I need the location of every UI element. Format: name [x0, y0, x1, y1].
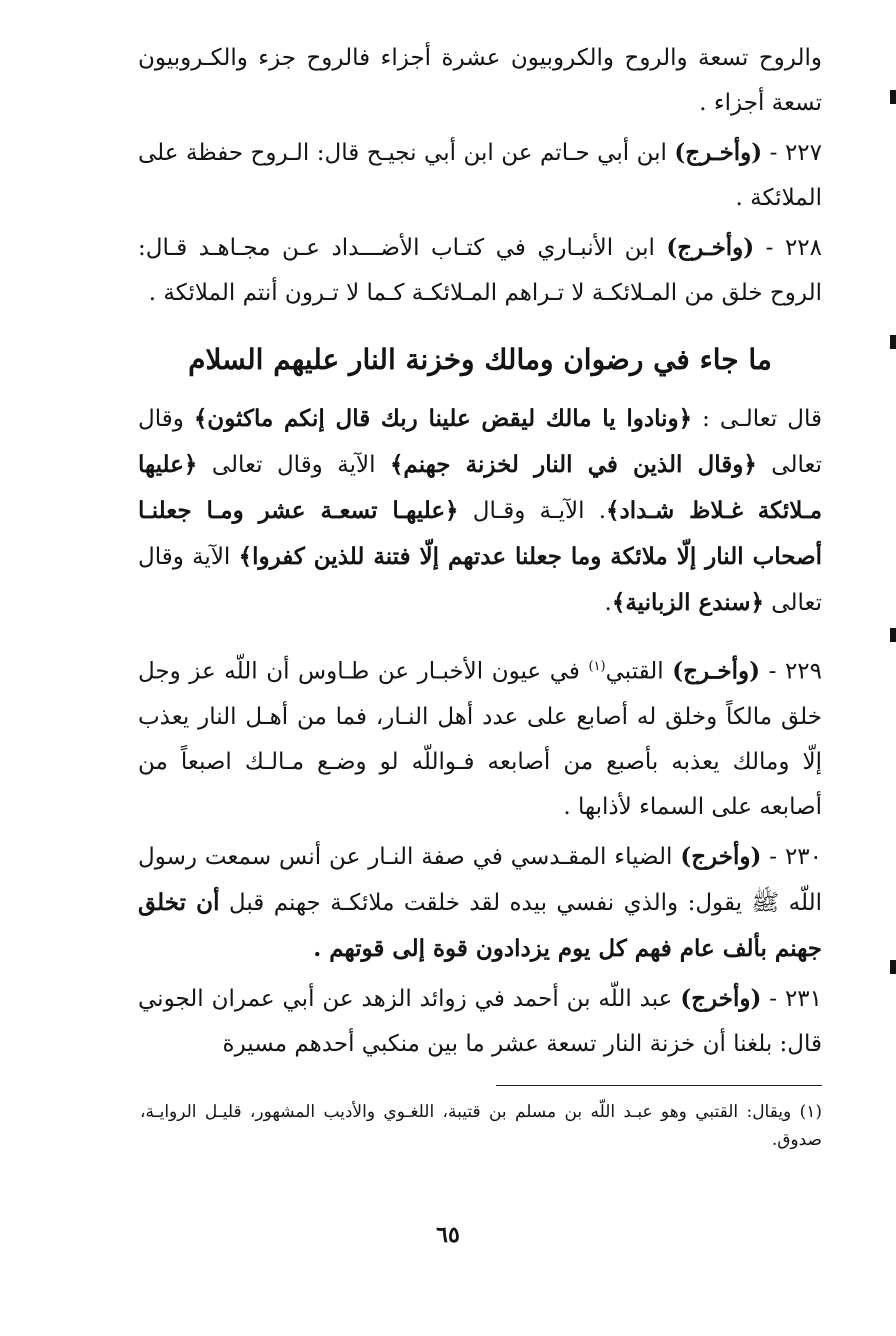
quran-verse: ﴿سندع الزبانية﴾: [611, 589, 764, 616]
item-name: القتبي: [605, 658, 664, 685]
item-number: ٢٢٨ -: [765, 235, 822, 261]
item-227: [138, 130, 822, 221]
quran-verse: ﴿عليها مـلائكة غـلاظ شـداد﴾: [138, 451, 823, 524]
page-body: [138, 36, 822, 1067]
plain-text: .: [604, 590, 612, 616]
footnote-divider: [496, 1085, 822, 1086]
item-label: (وأخـرج): [672, 657, 761, 685]
item-text: ابن الأنبـاري في كتـاب الأضـــداد عـن مجـاهـد قـال: الروح خلق من المـلائكـة لا تـراهم المـلائكـة كـما لا تـرون أنتم الملائكة .: [138, 235, 822, 306]
quran-verse: ﴿ونادوا يا مالك ليقض علينا ربك قال إنكم ماكثون﴾: [193, 405, 693, 432]
edge-mark: [890, 960, 896, 974]
item-number: ٢٣٠ -: [769, 843, 823, 870]
plain-text: الآية وقال تعالى: [138, 544, 822, 616]
footnote: (١) ويقال: القتبي وهو عبـد اللّه بن مسلم بن قتيبة، اللغـوي والأديب المشهور، قليـل الروايـة، صدوق.: [140, 1102, 822, 1150]
plain-text: قال تعالـى :: [692, 406, 822, 432]
edge-mark: [890, 628, 896, 642]
item-229: [138, 644, 822, 830]
item-label: (وأخـرج): [674, 139, 763, 166]
item-number: ٢٣١ -: [769, 985, 823, 1012]
top-paragraph: والروح تسعة والروح والكروبيون عشرة أجزاء فالروح جزء والكـروبيون تسعة أجزاء .: [138, 45, 822, 116]
item-label: (وأخرج): [680, 842, 762, 870]
plain-text: . الآيـة وقـال: [458, 498, 607, 524]
edge-mark: [890, 335, 896, 349]
item-text: في عيون الأخبـار عن طـاوس أن اللّه عز وجل خلق مالكاً وخلق له أصابع على عدد أهل النـار، فما من أهـل النار يعذب إلّا ومالك يعذبه بأصبع من أصابعه فـواللّه لو وضـع مـالـك اصبعاً من أصابعه على السماء لأذابها .: [138, 658, 822, 820]
footnote-reference: (١): [588, 659, 606, 674]
item-label: (وأخرج): [680, 984, 762, 1012]
quran-verse: ﴿وقال الذين في النار لخزنة جهنم﴾: [389, 451, 757, 478]
section-heading: ما جاء في رضوان ومالك وخزنة النار عليهم السلام: [188, 343, 772, 376]
plain-text: وقال تعالى: [138, 406, 822, 478]
quran-verse: ﴿عليهـا تسعـة عشر ومـا جعلنـا أصحاب النار إلّا ملائكة وما جعلنا عدتهم إلّا فتنة للذين كفروا﴾: [138, 497, 823, 570]
page-number: ٦٥: [436, 1222, 460, 1248]
item-230: [138, 834, 822, 972]
plain-text: الآية وقال تعالى: [197, 452, 390, 478]
item-label: (وأخـرج): [666, 234, 755, 261]
edge-mark: [890, 90, 896, 104]
item-231: [138, 976, 822, 1067]
item-228: [138, 225, 822, 316]
item-text: عبد اللّه بن أحمد في زوائد الزهد عن أبي عمران الجوني قال: بلغنا أن خزنة النار تسعة عشر ما بين منكبي أحدهم مسيرة: [138, 985, 822, 1057]
item-text: الضياء المقـدسي في صفة النـار عن أنس سمعت رسول اللّه ﷺ يقول: والذي نفسي بيده لقد خلقت ملائكـة جهنم قبل: [138, 843, 822, 916]
item-text-bold: أن تخلق جهنم بألف عام فهم كل يوم يزدادون قوة إلى قوتهم .: [138, 888, 822, 962]
quran-paragraph: [138, 396, 822, 626]
item-text: ابن أبي حـاتم عن ابن أبي نجيـح قال: الـروح حفظة على الملائكة .: [138, 140, 822, 211]
item-number: ٢٢٧ -: [769, 140, 822, 166]
item-number: ٢٢٩ -: [768, 658, 823, 685]
